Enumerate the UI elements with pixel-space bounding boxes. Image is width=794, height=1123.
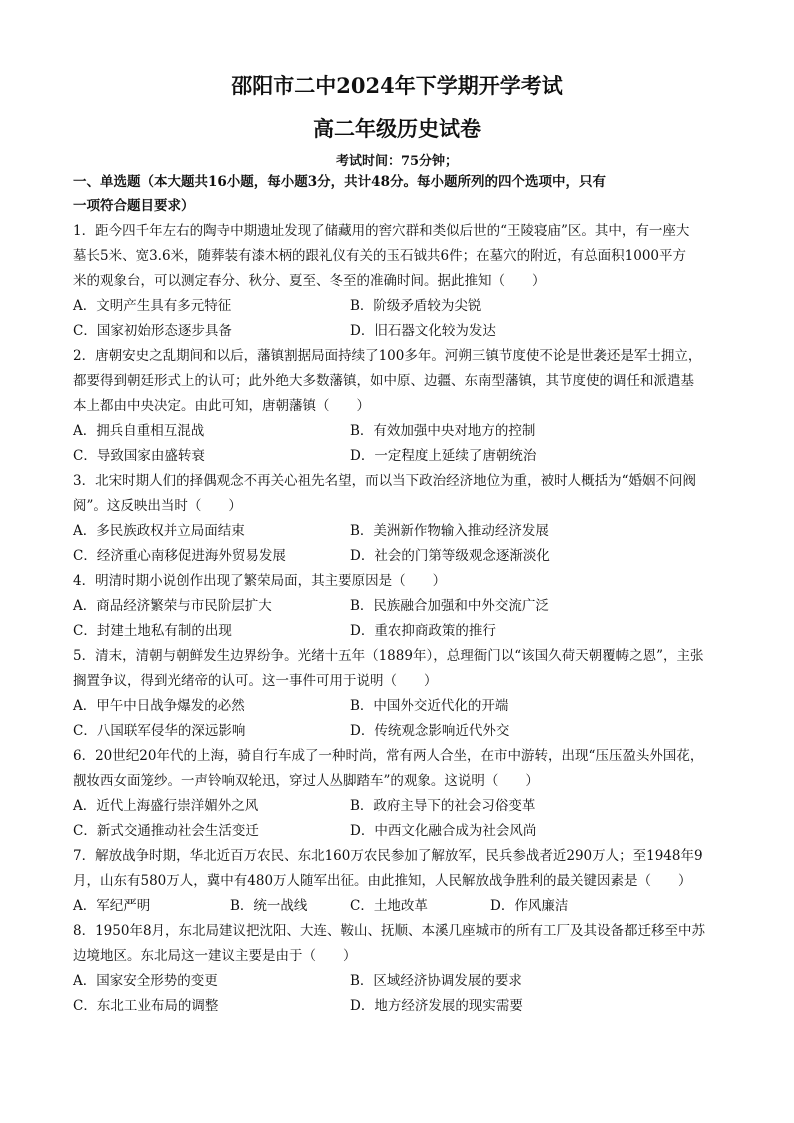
q2-stem-line-1: 2．唐朝安史之乱期间和以后，藩镇割据局面持续了100多年。河朔三镇节度使不论是世袭还是军士拥立， [73,348,702,364]
q3-stem-line-1: 3．北宋时期人们的择偶观念不再关心祖先名望，而以当下政治经济地位为重，被时人概括为“婚姻不问阀 [73,473,696,489]
q5-option-c: C．八国联军侵华的深远影响 [73,723,246,739]
exam-time: 考试时间：75分钟； [335,154,459,169]
q3-option-d: D．社会的门第等级观念逐渐淡化 [350,548,550,564]
q1-option-c: C．国家初始形态逐步具备 [73,323,232,339]
q7-option-a: A．军纪严明 [73,898,151,914]
q2-option-a: A．拥兵自重相互混战 [73,423,205,439]
q1-stem-line-1: 1．距今四千年左右的陶寺中期遗址发现了储藏用的窖穴群和类似后世的“王陵寝庙”区。其中，有一座大 [73,223,690,239]
q8-option-c: C．东北工业布局的调整 [73,998,219,1014]
q4-option-d: D．重农抑商政策的推行 [350,623,496,639]
q6-option-d: D．中西文化融合成为社会风尚 [350,823,537,839]
q6-stem-line-2: 靓妆西女面笼纱。一声铃响双轮迅，穿过人丛脚踏车”的观象。这说明（ ） [73,773,539,789]
q8-stem-line-2: 边境地区。东北局这一建议主要是由于（ ） [73,948,357,964]
q5-option-b: B．中国外交近代化的开端 [350,698,509,714]
q8-option-d: D．地方经济发展的现实需要 [350,998,523,1014]
q7-stem-line-2: 月，山东有580万人，冀中有480万人随军出征。由此推知，人民解放战争胜利的最关键因素是（ ） [73,873,692,889]
q5-option-d: D．传统观念影响近代外交 [350,723,510,739]
q1-option-b: B．阶级矛盾较为尖锐 [350,298,482,314]
q3-option-b: B．美洲新作物输入推动经济发展 [350,523,549,539]
q1-option-a: A．文明产生具有多元特征 [73,298,232,314]
q7-option-d: D．作风廉洁 [490,898,569,914]
q3-stem-line-2: 阅”。这反映出当时（ ） [73,498,242,514]
q5-stem-line-2: 搁置争议，得到光绪帝的认可。这一事件可用于说明（ ） [73,673,438,689]
q7-stem-line-1: 7．解放战争时期，华北近百万农民、东北160万农民参加了解放军，民兵参战者近290万人；至1948年9 [73,848,703,864]
exam-title: 邵阳市二中2024年下学期开学考试 [231,73,563,98]
q2-option-d: D．一定程度上延续了唐朝统治 [350,448,537,464]
q6-stem-line-1: 6．20世纪20年代的上海，骑自行车成了一种时尚，常有两人合坐，在市中游转，出现“压压盈头外国花， [73,748,704,764]
q2-stem-line-3: 本上都由中央决定。由此可知，唐朝藩镇（ ） [73,398,370,414]
q5-stem-line-1: 5．清末，清朝与朝鲜发生边界纷争。光绪十五年（1889年），总理衙门以“该国久荷天朝覆帱之恩”，主张 [73,648,704,664]
q7-option-c: C．土地改革 [350,898,428,914]
q2-option-c: C．导致国家由盛转衰 [73,448,205,464]
q3-option-c: C．经济重心南移促进海外贸易发展 [73,548,286,564]
q6-option-b: B．政府主导下的社会习俗变革 [350,798,536,814]
q1-stem-line-2: 墓长5米、宽3.6米，随葬装有漆木柄的跟礼仪有关的玉石钺共6件；在墓穴的附近，有总面积1000平方 [73,248,687,264]
q8-stem-line-1: 8．1950年8月，东北局建议把沈阳、大连、鞍山、抚顺、本溪几座城市的所有工厂及其设备都迁移至中苏 [73,923,706,939]
q3-option-a: A．多民族政权并立局面结束 [73,523,245,539]
q5-option-a: A．甲午中日战争爆发的必然 [73,698,245,714]
q2-option-b: B．有效加强中央对地方的控制 [350,423,536,439]
section-heading-line-2: 一项符合题目要求） [73,198,195,214]
q6-option-a: A．近代上海盛行崇洋媚外之风 [73,798,259,814]
section-heading-line-1: 一、单选题（本大题共16小题，每小题3分，共计48分。每小题所列的四个选项中，只有 [73,174,606,190]
q2-stem-line-2: 都要得到朝廷形式上的认可；此外绝大多数藩镇，如中原、边疆、东南型藩镇，其节度使的调任和派遣基 [73,373,694,389]
q8-option-b: B．区域经济协调发展的要求 [350,973,522,989]
exam-subtitle: 高二年级历史试卷 [313,116,481,141]
q4-option-a: A．商品经济繁荣与市民阶层扩大 [73,598,272,614]
q4-stem-line-1: 4．明清时期小说创作出现了繁荣局面，其主要原因是（ ） [73,573,447,589]
q1-stem-line-3: 米的观象台，可以测定春分、秋分、夏至、冬至的准确时间。据此推知（ ） [73,273,546,289]
q7-option-b: B．统一战线 [230,898,308,914]
q1-option-d: D．旧石器文化较为发达 [350,323,496,339]
q8-option-a: A．国家安全形势的变更 [73,973,218,989]
q4-option-c: C．封建土地私有制的出现 [73,623,232,639]
q6-option-c: C．新式交通推动社会生活变迁 [73,823,259,839]
q4-option-b: B．民族融合加强和中外交流广泛 [350,598,549,614]
